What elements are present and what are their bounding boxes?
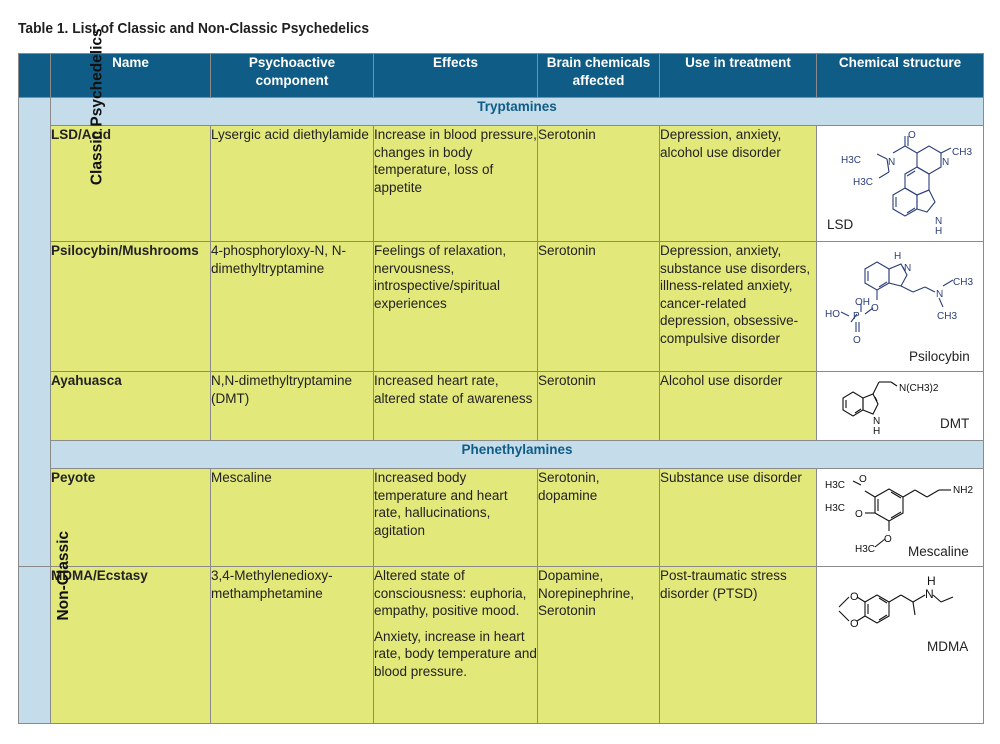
peyote-structure-cell	[817, 469, 984, 567]
lsd-name: LSD/Acid	[51, 126, 211, 242]
psilocybin-effects: Feelings of relaxation, nervousness, introspective/spiritual experiences	[374, 242, 538, 372]
table-row	[19, 242, 984, 372]
header-brain	[538, 54, 660, 98]
psilocybin-atom-n-amine: N	[936, 289, 944, 300]
lsd-component: Lysergic acid diethylamide	[211, 126, 374, 242]
lsd-atom-nh-n: N	[935, 216, 943, 227]
group-classic-label: Classic Psychedelics	[88, 28, 106, 186]
ayahuasca-effects: Increased heart rate, altered state of awareness	[374, 372, 538, 441]
lsd-atom-h3c-bottom: H3C	[853, 177, 874, 188]
mdma-component: 3,4-Methylenedioxy-methamphetamine	[211, 567, 374, 724]
lsd-treatment: Depression, anxiety, alcohol use disorder	[660, 126, 817, 242]
dmt-atom-n: N	[873, 416, 881, 427]
psilocybin-atom-h: H	[894, 251, 902, 262]
mdma-structure-cell	[817, 567, 984, 724]
header-name: Name	[51, 54, 211, 98]
lsd-atom-h3c-top: H3C	[841, 155, 862, 166]
psilocybin-atom-o-ester: O	[871, 303, 879, 314]
section-phenethylamines: Phenethylamines	[51, 441, 984, 469]
ayahuasca-structure-cell	[817, 372, 984, 441]
lsd-atom-n-left: N	[888, 157, 896, 168]
dmt-structure-label: DMT	[940, 416, 970, 431]
lsd-structure-cell	[817, 126, 984, 242]
psilocybin-atom-oh: OH	[855, 297, 870, 308]
header-treatment: Use in treatment	[660, 54, 817, 98]
mdma-treatment: Post-traumatic stress disorder (PTSD)	[660, 567, 817, 724]
mdma-name: MDMA/Ecstasy	[51, 567, 211, 724]
mdma-structure-label: MDMA	[927, 639, 969, 654]
psilocybin-atom-ch3-a: CH3	[953, 277, 974, 288]
psilocybin-structure-label: Psilocybin	[909, 349, 970, 364]
header-component	[211, 54, 374, 98]
psilocybin-name: Psilocybin/Mushrooms	[51, 242, 211, 372]
psilocybin-component: 4-phosphoryloxy-N, N-dimethyltryptamine	[211, 242, 374, 372]
psilocybin-atom-o-double: O	[853, 335, 861, 346]
mescaline-atom-o-1: O	[859, 474, 867, 485]
ayahuasca-treatment: Alcohol use disorder	[660, 372, 817, 441]
table-title: Table 1. List of Classic and Non-Classic Psychedelics	[18, 20, 370, 37]
dmt-atom-h: H	[873, 426, 881, 437]
mescaline-atom-nh2: NH2	[953, 485, 974, 496]
lsd-atom-o: O	[908, 130, 916, 141]
header-blank-cell	[19, 54, 51, 98]
mescaline-structure-label: Mescaline	[908, 544, 969, 559]
mescaline-atom-o-2: O	[855, 509, 863, 520]
table-row	[19, 469, 984, 567]
ayahuasca-brain: Serotonin	[538, 372, 660, 441]
psilocybin-atom-n-ring: N	[904, 263, 912, 274]
group-nonclassic-label: Non-Classic	[55, 530, 73, 621]
table-row	[19, 567, 984, 724]
header-row	[19, 54, 984, 98]
ayahuasca-component: N,N-dimethyltryptamine (DMT)	[211, 372, 374, 441]
section-row-tryptamines	[19, 98, 984, 126]
lsd-effects: Increase in blood pressure, changes in body temperature, loss of appetite	[374, 126, 538, 242]
peyote-name: Peyote	[51, 469, 211, 567]
mdma-effects-para-1: Altered state of consciousness: euphoria, empathy, positive mood.	[374, 568, 527, 618]
peyote-component: Mescaline	[211, 469, 374, 567]
header-component-text: Psychoactive component	[248, 55, 336, 88]
lsd-brain: Serotonin	[538, 126, 660, 242]
psilocybin-atom-p: P	[853, 311, 860, 322]
table-row	[19, 126, 984, 242]
mdma-effects	[374, 567, 538, 724]
psilocybin-treatment: Depression, anxiety, substance use disorders, illness-related anxiety, cancer-related depression, obsessive-compulsive disorder	[660, 242, 817, 372]
table-row	[19, 372, 984, 441]
psilocybin-atom-ch3-b: CH3	[937, 311, 958, 322]
ayahuasca-name: Ayahuasca	[51, 372, 211, 441]
mescaline-atom-o-3: O	[884, 534, 892, 545]
mdma-atom-h: H	[927, 574, 936, 588]
mdma-effects-para-2: Anxiety, increase in heart rate, body temperature and blood pressure.	[374, 628, 537, 679]
mescaline-atom-h3c-3: H3C	[855, 544, 876, 555]
dmt-atom-group: N(CH3)2	[899, 383, 939, 394]
mescaline-atom-h3c-1: H3C	[825, 480, 846, 491]
peyote-brain: Serotonin, dopamine	[538, 469, 660, 567]
mdma-brain: Dopamine, Norepinephrine, Serotonin	[538, 567, 660, 724]
psilocybin-structure-cell	[817, 242, 984, 372]
section-row-phenethylamines	[19, 441, 984, 469]
header-effects: Effects	[374, 54, 538, 98]
lsd-atom-n-right: N	[942, 157, 950, 168]
peyote-effects: Increased body temperature and heart rate, hallucinations, agitation	[374, 469, 538, 567]
lsd-atom-nh-h: H	[935, 226, 943, 237]
lsd-structure-label: LSD	[827, 217, 854, 232]
group-nonclassic	[19, 530, 73, 724]
psilocybin-atom-ho: HO	[825, 309, 840, 320]
header-structure: Chemical structure	[817, 54, 984, 98]
mdma-atom-n: N	[925, 587, 934, 601]
peyote-treatment: Substance use disorder	[660, 469, 817, 567]
section-tryptamines: Tryptamines	[51, 98, 984, 126]
lsd-atom-ch3: CH3	[952, 147, 973, 158]
mdma-atom-o-1: O	[850, 591, 859, 603]
mdma-atom-o-2: O	[850, 618, 859, 630]
mescaline-atom-h3c-2: H3C	[825, 503, 846, 514]
psilocybin-brain: Serotonin	[538, 242, 660, 372]
header-brain-text: Brain chemicals affected	[546, 55, 651, 88]
